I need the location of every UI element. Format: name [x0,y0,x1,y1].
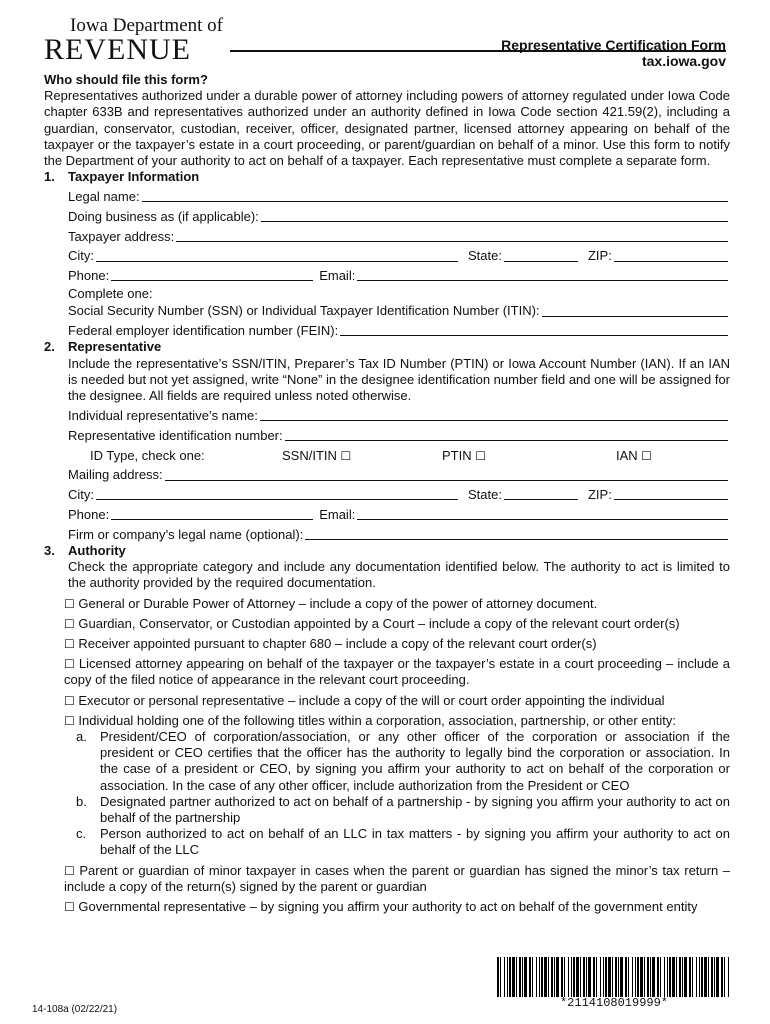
section3-body: Check the appropriate category and include any documentation identified below. The authority to act is limited to the authority provided by the required documentation. [68,559,730,591]
barcode-bar [580,957,581,997]
barcode-bar [708,957,709,997]
barcode-bar [667,957,668,997]
ssn-itin-line[interactable] [542,315,728,317]
list-item-key: a. [76,729,87,745]
barcode-bar [704,957,707,997]
section1-heading [44,169,730,185]
firm-name-field[interactable] [68,523,730,543]
barcode-bar [516,957,517,997]
barcode-bar [551,957,553,997]
barcode-bar [701,957,703,997]
checkbox-icon[interactable]: ☐ [64,637,75,652]
email-label: Email: [319,268,356,284]
rep-name-field[interactable] [68,404,730,424]
list-item-text: President/CEO of corporation/association, or any other officer of the corporation or association if the president or CEO certifies that the officer has the authority to legally bind the corporation or association. In the case of a president or CEO, by signing you affirm your authority to act on behalf of the corporation or association. In the case of any other officer, include authorization from the President or CEO [100,729,730,793]
dba-field[interactable] [68,205,730,225]
state-label: State: [468,487,502,503]
checkbox-icon[interactable]: ☐ [64,863,75,878]
section3-title: Authority [68,543,126,558]
list-item [76,729,730,794]
barcode-bar [696,957,697,997]
authority-option-label: Governmental representative – by signing you affirm your authority to act on behalf of the government entity [78,899,698,915]
barcode-bar [541,957,543,997]
barcode-bar [728,957,729,997]
taxpayer-address-label: Taxpayer address: [68,228,175,244]
list-item [76,826,730,858]
firm-name-line[interactable] [305,538,728,540]
zip-line[interactable] [614,498,728,500]
barcode-bar [548,957,549,997]
checkbox-icon[interactable]: ☐ [340,448,352,463]
form-title-block [501,37,726,69]
city-label: City: [68,248,94,264]
dba-label: Doing business as (if applicable): [68,208,259,224]
list-item-text: Person authorized to act on behalf of an LLC in tax matters - by signing you affirm your authority to act on behalf of the LLC [100,826,730,858]
rep-id-field[interactable] [68,424,730,444]
checkbox-icon[interactable]: ☐ [475,448,487,463]
rep-id-line[interactable] [285,439,728,441]
barcode-bar [664,957,665,997]
list-item [76,794,730,826]
fein-line[interactable] [340,334,728,336]
barcode-bar [721,957,723,997]
barcode-number: *2114108019999* [559,996,669,1010]
city-line[interactable] [96,498,458,500]
list-item-text: Designated partner authorized to act on behalf of a partnership - by signing you affirm your authority to act on behalf of the partnership [100,793,730,826]
email-line[interactable] [357,518,728,520]
agency-logo [44,16,223,65]
mailing-address-field[interactable] [68,464,730,484]
id-type-label: ID Type, check one: [90,447,205,463]
barcode-bar [618,957,619,997]
zip-label: ZIP: [587,248,612,264]
checkbox-icon[interactable]: ☐ [641,448,653,463]
checkbox-icon[interactable]: ☐ [64,596,75,611]
barcode-bar [644,957,645,997]
barcode-bar [669,957,671,997]
section2-heading [44,339,730,355]
barcode-bar [632,957,633,997]
barcode-bar [615,957,617,997]
barcode-bar [536,957,537,997]
barcode-bar [628,957,629,997]
barcode-bar [692,957,693,997]
website: tax.iowa.gov [641,53,726,69]
taxpayer-address-field[interactable] [68,225,730,245]
form-number: 14-108a (02/22/21) [32,1004,118,1015]
authority-option-guardian[interactable] [64,616,730,632]
legal-name-field[interactable] [68,185,730,205]
section1-title: Taxpayer Information [68,169,200,185]
phone-label: Phone: [68,507,110,522]
state-label: State: [468,248,502,264]
barcode-bar [657,957,659,997]
barcode-bar [539,957,540,997]
taxpayer-city-row [68,245,730,265]
barcode-bar [586,957,587,997]
authority-option-label: Individual holding one of the following titles within a corporation, association, partnership, or other entity: [78,712,677,728]
section1-number: 1. [44,169,55,185]
id-option-ptin[interactable] [442,448,616,464]
rep-city-row [68,484,730,504]
authority-option-label: Executor or personal representative – include a copy of the will or court order appointing the individual [78,692,665,708]
barcode-bar [561,957,563,997]
section-representative [44,339,730,543]
fein-label: Federal employer identification number (FEIN): [68,323,339,339]
email-label: Email: [319,507,356,522]
complete-one: Complete one: [68,286,153,302]
barcode-bar [682,957,683,997]
logo-line1: Iowa Department of [70,15,223,36]
barcode-bar [507,957,508,997]
barcode-bar [583,957,585,997]
phone-line[interactable] [111,518,313,520]
barcode-bar [689,957,691,997]
barcode-bar [600,957,601,997]
phone-label: Phone: [68,268,110,284]
checkbox-icon[interactable]: ☐ [64,616,75,631]
section2-body: Include the representative’s SSN/ITIN, Preparer’s Tax ID Number (PTIN) or Iowa Account Number (IAN). If an IAN is needed but not yet assigned, write “None” in the designee identification number field and one will be assigned for the designee. All fields are required unless noted otherwise. [68,355,730,404]
barcode-bar [556,957,559,997]
phone-line[interactable] [111,279,313,281]
barcode-bar [635,957,636,997]
authority-option-label: Parent or guardian of minor taxpayer in cases when the parent or guardian has signed the minor’s tax return – include a copy of the return(s) signed by the parent or guardian [64,862,730,894]
ssn-itin-label: Social Security Number (SSN) or Individual Taxpayer Identification Number (ITIN): [68,303,540,319]
barcode-bar [522,957,523,997]
barcode-bar [564,957,565,997]
barcode-bar [573,957,575,997]
intro-body: Representatives authorized under a durable power of attorney including powers of attorney regulated under Iowa Code chapter 633B and representatives authorized under an authority defined in Iowa Code section 421.59(2), including a guardian, conservator, custodian, receiver, officer, designated partner, licensed attorney appearing on behalf of the taxpayer or the taxpayer’s estate in a court proceeding, or parent/guardian on behalf of a minor. Use this form to notify the Department of your authority to act on behalf of a taxpayer. Each representative must complete a separate form. [44,88,730,169]
rep-name-line[interactable] [260,419,728,421]
state-line[interactable] [504,260,578,262]
authority-option-label: Guardian, Conservator, or Custodian appointed by a Court – include a copy of the relevant court order(s) [78,615,680,631]
taxpayer-contact-row [68,265,730,285]
barcode-bar [684,957,687,997]
section2-number: 2. [44,339,55,355]
authority-option-receiver[interactable] [64,636,730,652]
barcode-bar [679,957,681,997]
checkbox-icon[interactable]: ☐ [64,693,75,708]
email-line[interactable] [357,279,728,281]
barcode-bar [519,957,521,997]
checkbox-icon[interactable]: ☐ [64,713,75,728]
barcode-bar [529,957,531,997]
authority-option-label: General or Durable Power of Attorney – include a copy of the power of attorney document. [78,595,598,611]
authority-option-government[interactable] [64,899,730,915]
id-option-ian[interactable] [616,448,652,464]
barcode-bar [714,957,715,997]
barcode-bar [605,957,607,997]
barcode-bar [699,957,700,997]
barcode-bar [544,957,547,997]
barcode-bar [571,957,572,997]
mailing-address-line[interactable] [165,479,728,481]
barcode-bar [711,957,713,997]
mailing-address-label: Mailing address: [68,467,163,483]
barcode-bar [647,957,649,997]
checkbox-icon[interactable]: ☐ [64,657,75,672]
section3-heading [44,543,730,559]
authority-option-label: Licensed attorney appearing on behalf of the taxpayer or the taxpayer’s estate in a court proceeding – include a copy of the filed notice of appearance in the relevant court proceeding. [64,656,730,688]
barcode-bar [640,957,643,997]
rep-contact-row [68,503,730,523]
authority-option-poa[interactable] [64,596,730,612]
barcode-bar [524,957,527,997]
officer-sublist [76,729,730,859]
barcode-bar [596,957,597,997]
rep-id-label: Representative identification number: [68,427,283,443]
barcode-bar [620,957,623,997]
section-taxpayer [44,169,730,339]
barcode-bar [512,957,515,997]
intro-heading: Who should file this form? [44,72,208,87]
section3-number: 3. [44,543,55,558]
fein-field[interactable] [68,320,730,340]
barcode-bar [650,957,651,997]
legal-name-line[interactable] [142,200,728,202]
section2-title: Representative [68,339,162,355]
form-title: Representative Certification Form [501,37,726,53]
authority-option-label: Receiver appointed pursuant to chapter 680 – include a copy of the relevant court order(s) [78,636,597,652]
id-option-ptin-label: PTIN [442,447,472,463]
barcode-bar [593,957,595,997]
id-type-row [68,444,730,464]
authority-option-executor[interactable] [64,693,730,709]
barcode-bar [500,957,501,997]
zip-label: ZIP: [587,487,612,503]
barcode-bar [603,957,604,997]
barcode-bar [568,957,569,997]
barcode [497,957,731,997]
form-content [44,72,730,915]
barcode-bar [676,957,677,997]
legal-name-label: Legal name: [68,189,140,205]
barcode-bar [724,957,725,997]
firm-name-label: Firm or company’s legal name (optional): [68,526,304,542]
ssn-itin-field[interactable] [68,303,730,320]
id-option-ssn-label: SSN/ITIN [282,447,337,463]
barcode-bar [672,957,675,997]
checkbox-icon[interactable]: ☐ [64,900,75,915]
barcode-bar [504,957,505,997]
barcode-bar [554,957,555,997]
list-item-key: b. [76,793,87,809]
taxpayer-address-line[interactable] [176,240,728,242]
barcode-bar [497,957,499,997]
barcode-bar [509,957,511,997]
authority-option-attorney[interactable] [64,656,730,688]
zip-line[interactable] [614,260,728,262]
barcode-bar [652,957,655,997]
barcode-bar [608,957,611,997]
barcode-bar [612,957,613,997]
city-line[interactable] [96,260,458,262]
id-option-ian-label: IAN [616,447,638,463]
section-authority [44,543,730,915]
barcode-bar [637,957,639,997]
barcode-bar [625,957,627,997]
barcode-bar [716,957,719,997]
dba-line[interactable] [261,220,728,222]
barcode-bar [588,957,591,997]
list-item-key: c. [76,826,87,842]
barcode-bar [532,957,533,997]
city-label: City: [68,487,94,503]
state-line[interactable] [504,498,578,500]
rep-name-label: Individual representative’s name: [68,407,258,423]
authority-option-parent[interactable] [64,863,730,895]
barcode-bar [660,957,661,997]
logo-line2: REVENUE [44,33,191,66]
authority-option-officer[interactable] [64,713,730,729]
barcode-bar [576,957,579,997]
id-option-ssn[interactable] [282,448,442,464]
